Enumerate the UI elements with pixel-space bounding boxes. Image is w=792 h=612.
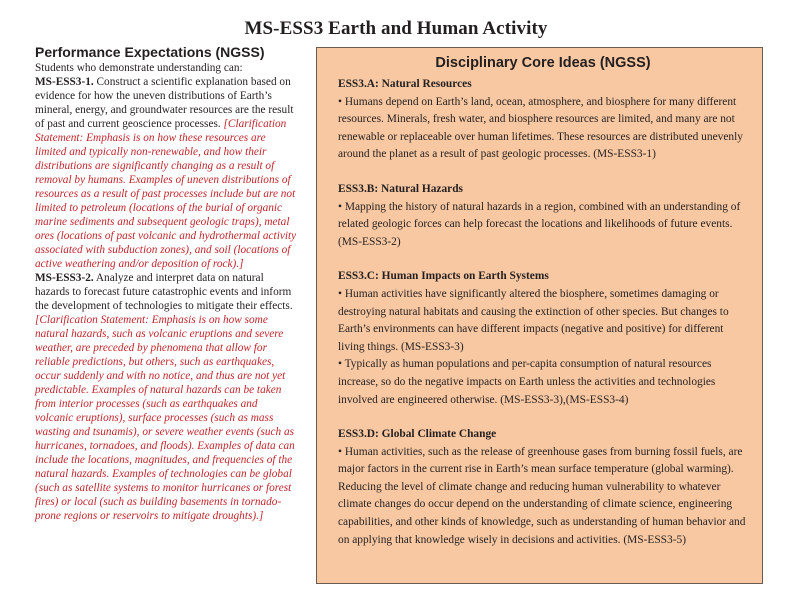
dci-section-title: ESS3.B: Natural Hazards <box>338 182 463 195</box>
dci-section-title: ESS3.A: Natural Resources <box>338 78 472 90</box>
dci-section-title: ESS3.C: Human Impacts on Earth Systems <box>338 270 549 283</box>
dci-section-ess3a <box>338 76 748 164</box>
pe-code: MS-ESS3-1. <box>35 76 94 88</box>
performance-expectation-2 <box>35 271 297 523</box>
pe-clarification: [Clarification Statement: Emphasis is on how some natural hazards, such as volcanic eruptions and severe weather, are preceded by phenomena that allow for reliable predictions, but others, such as earthquakes, occur suddenly and with no notice, and thus are not yet predictable. Examples of natural hazards can be taken from interior processes (such as earthquakes and volcanic eruptions), surface processes (such as mass wasting and tsunamis), or severe weather events (such as hurricanes, tornadoes, and floods). Examples of data can include the locations, magnitudes, and frequencies of the natural hazards. Examples of technologies can be global (such as satellite systems to monitor hurricanes or forest fires) or local (such as building basements in tornado-prone regions or reservoirs to mitigate droughts).] <box>35 314 295 522</box>
dci-section-ess3b <box>338 181 748 251</box>
performance-expectations-heading: Performance Expectations (NGSS) <box>35 44 265 60</box>
performance-expectations-column <box>35 44 297 523</box>
dci-section-title: ESS3.D: Global Climate Change <box>338 428 497 441</box>
dci-section-ess3d <box>338 426 748 549</box>
page-title: MS-ESS3 Earth and Human Activity <box>244 18 548 39</box>
dci-bullet: • Typically as human populations and per-capita consumption of natural resources increase, so do the negative impacts on Earth unless the activities and technologies involved are engineered otherwise. (MS-ESS3-3),(MS-ESS3-4) <box>338 358 716 406</box>
pe-text: Analyze and interpret data on natural hazards to forecast future catastrophic events and inform the development of technologies to mitigate their effects. <box>35 272 293 312</box>
performance-expectation-1 <box>35 75 297 271</box>
dci-heading: Disciplinary Core Ideas (NGSS) <box>435 55 651 71</box>
dci-bullet: • Human activities have significantly altered the biosphere, sometimes damaging or destroying natural habitats and causing the extinction of other species. But changes to Earth’s environments can have different impacts (negative and positive) for different living things. (MS-ESS3-3) <box>338 287 729 353</box>
disciplinary-core-ideas-panel <box>316 47 763 584</box>
dci-section-ess3c <box>338 268 748 409</box>
dci-bullet: • Human activities, such as the release of greenhouse gases from burning fossil fuels, are major factors in the current rise in Earth’s mean surface temperature (global warming). Reducing the level of climate change and reducing human vulnerability to whatever climate changes do occur depend on the understanding of climate science, engineering capabilities, and other kinds of knowledge, such as understanding of human behavior and on applying that knowledge wisely in decisions and activities. (MS-ESS3-5) <box>338 445 746 546</box>
pe-code: MS-ESS3-2. <box>35 272 94 284</box>
dci-bullet: • Mapping the history of natural hazards in a region, combined with an understanding of related geologic forces can help forecast the locations and likelihoods of future events. (MS-ESS3-2) <box>338 200 741 248</box>
pe-clarification: [Clarification Statement: Emphasis is on how these resources are limited and typically non-renewable, and how their distributions are significantly changing as a result of removal by humans. Examples of uneven distributions of resources as a result of past processes include but are not limited to petroleum (locations of the burial of organic marine sediments and subsequent geologic traps), metal ores (locations of past volcanic and hydrothermal activity associated with subduction zones), and soil (locations of active weathering and/or deposition of rock).] <box>35 118 297 270</box>
dci-bullet: • Humans depend on Earth’s land, ocean, atmosphere, and biosphere for many different resources. Minerals, fresh water, and biosphere resources are limited, and many are not renewable or replaceable over human lifetimes. These resources are distributed unevenly around the planet as a result of past geologic processes. (MS-ESS3-1) <box>338 95 743 161</box>
performance-expectations-intro: Students who demonstrate understanding can: <box>35 62 243 74</box>
pe-text: Construct a scientific explanation based on evidence for how the uneven distributions of Earth’s mineral, energy, and groundwater resources are the result of past and current geoscience processes. <box>35 76 294 130</box>
